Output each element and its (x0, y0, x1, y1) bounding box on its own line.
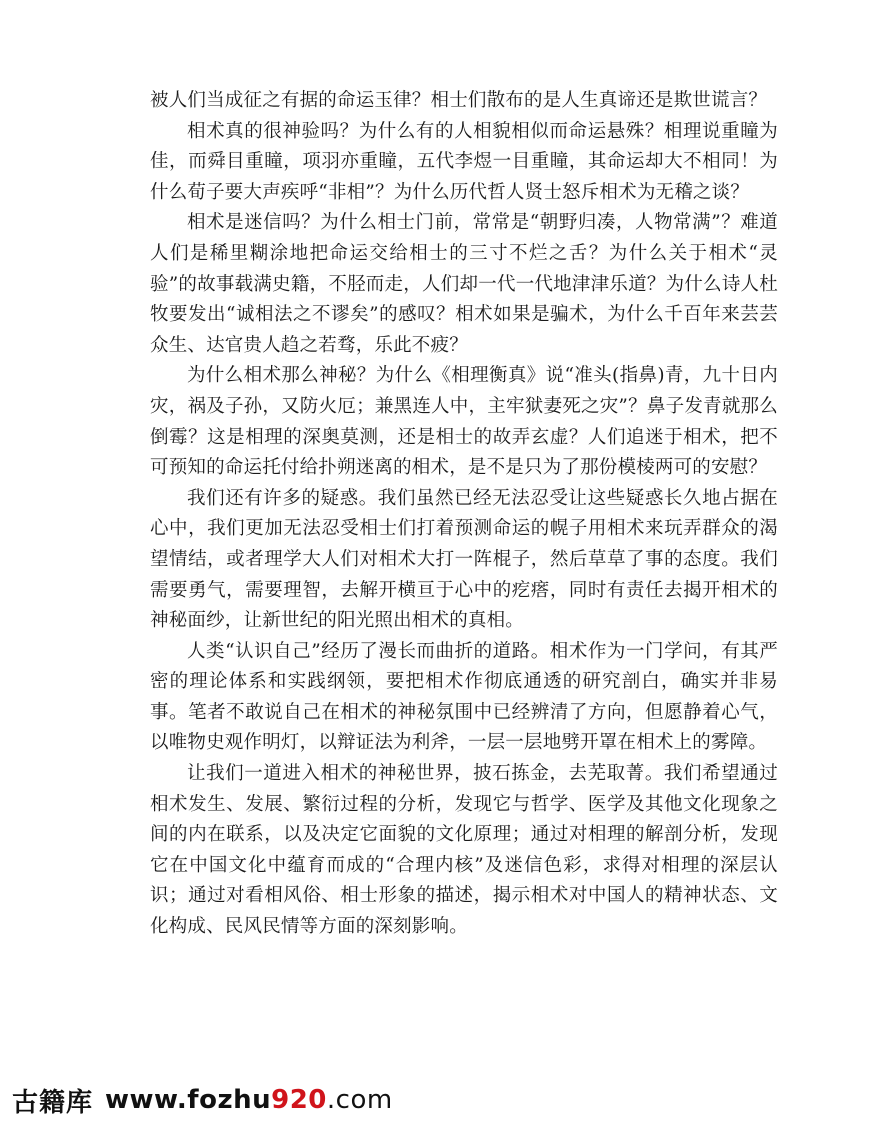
paragraph-2: 相术真的很神验吗？为什么有的人相貌相似而命运悬殊？相理说重瞳为佳，而舜目重瞳，项羽亦重瞳，五代李煜一目重瞳，其命运却大不相同！为什么荀子要大声疾呼“非相”？为什么历代哲人贤士怒斥相术为无稽之谈？ (150, 120, 778, 203)
watermark-url (105, 1085, 393, 1115)
book-page-body (150, 86, 778, 943)
watermark-url-tld: .com (326, 1085, 393, 1115)
paragraph-5: 我们还有许多的疑惑。我们虽然已经无法忍受让这些疑惑长久地占据在心中，我们更加无法忍受相士们打着预测命运的幌子用相术来玩弄群众的渴望情结，或者理学大人们对相术大打一阵棍子，然后草草了事的态度。我们需要勇气，需要理智，去解开横亘于心中的疙瘩，同时有责任去揭开相术的神秘面纱，让新世纪的阳光照出相术的真相。 (150, 487, 778, 632)
watermark-url-site: fozhu (187, 1085, 272, 1115)
paragraph-7: 让我们一道进入相术的神秘世界，披石拣金，去芜取菁。我们希望通过相术发生、发展、繁衍过程的分析，发现它与哲学、医学及其他文化现象之间的内在联系，以及决定它面貌的文化原理；通过对相理的解剖分析，发现它在中国文化中蕴育而成的“合理内核”及迷信色彩，求得对相理的深层认识；通过对看相风俗、相士形象的描述，揭示相术对中国人的精神状态、文化构成、民风民情等方面的深刻影响。 (150, 763, 778, 938)
paragraph-4: 为什么相术那么神秘？为什么《相理衡真》说“准头(指鼻)青，九十日内灾，祸及子孙，又防火厄；兼黑连人中，主牢狱妻死之灾”？鼻子发青就那么倒霉？这是相理的深奥莫测，还是相士的故弄玄虚？人们追迷于相术，把不可预知的命运托付给扑朔迷离的相术，是不是只为了那份模棱两可的安慰？ (150, 365, 778, 479)
watermark-url-number: 920 (271, 1085, 327, 1115)
paragraph-1: 被人们当成征之有据的命运玉律？相士们散布的是人生真谛还是欺世谎言？ (150, 90, 768, 111)
site-watermark (12, 1080, 393, 1120)
paragraph-6: 人类“认识自己”经历了漫长而曲折的道路。相术作为一门学问，有其严密的理论体系和实践纲领，要把相术作彻底通透的研究剖白，确实并非易事。笔者不敢说自己在相术的神秘氛围中已经辨清了方向，但愿静着心气，以唯物史观作明灯，以辩证法为利斧，一层一层地劈开罩在相术上的雾障。 (150, 640, 778, 754)
watermark-url-prefix: www. (105, 1085, 188, 1115)
paragraph-3: 相术是迷信吗？为什么相士门前，常常是“朝野归凑，人物常满”？难道人们是稀里糊涂地把命运交给相士的三寸不烂之舌？为什么关于相术“灵验”的故事载满史籍，不胫而走，人们却一代一代地津津乐道？为什么诗人杜牧要发出“诚相法之不谬矣”的感叹？相术如果是骗术，为什么千百年来芸芸众生、达官贵人趋之若骛，乐此不疲？ (150, 212, 778, 356)
watermark-site-name: 古籍库 (12, 1087, 94, 1118)
